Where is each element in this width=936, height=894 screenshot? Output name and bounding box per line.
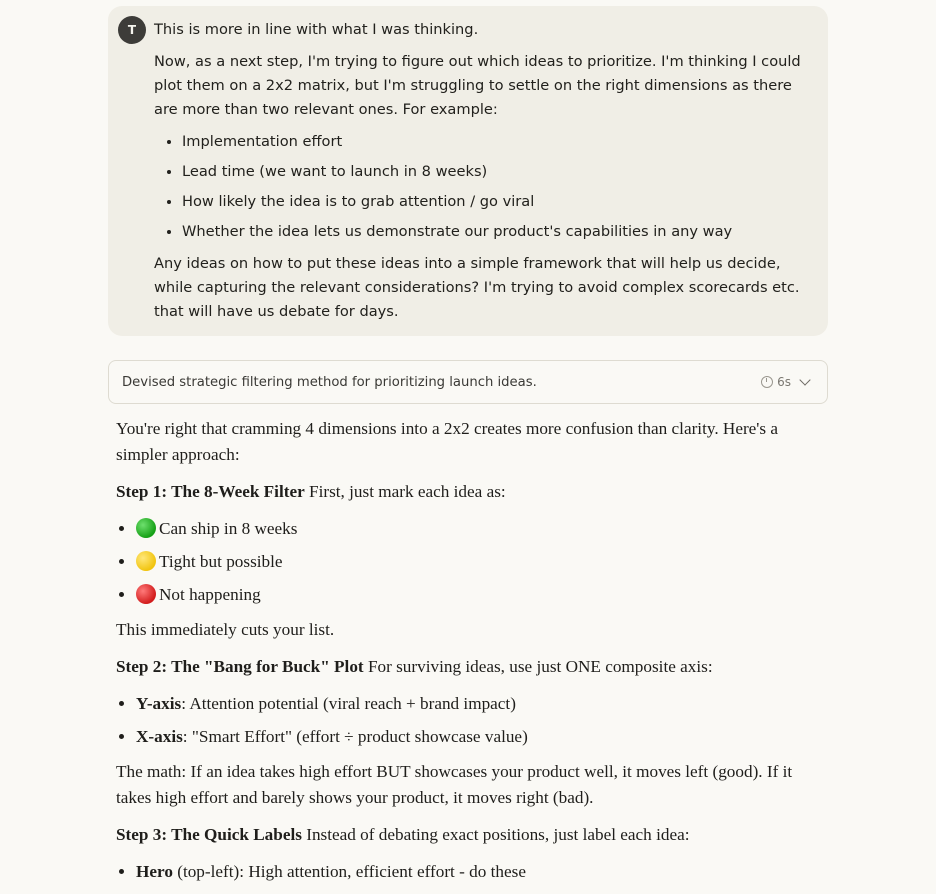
list-item: • Not happening: [136, 582, 816, 608]
thinking-summary: Devised strategic filtering method for prioritizing launch ideas.: [122, 374, 537, 390]
list-item: • X-axis: "Smart Effort" (effort ÷ product showcase value): [136, 724, 816, 750]
step1-paragraph: Step 1: The 8-Week Filter First, just mark each idea as:: [116, 482, 506, 501]
list-item: • Implementation effort: [182, 130, 814, 154]
user-message: [108, 6, 828, 336]
green-circle-icon: [136, 518, 156, 538]
user-list: [154, 130, 814, 244]
user-avatar[interactable]: T: [118, 16, 146, 44]
thinking-duration: 6s: [777, 375, 791, 389]
step2-paragraph: Step 2: The "Bang for Buck" Plot For surviving ideas, use just ONE composite axis:: [116, 657, 713, 676]
red-circle-icon: [136, 584, 156, 604]
list-item: • Whether the idea lets us demonstrate our product's capabilities in any way: [182, 220, 814, 244]
user-paragraph: Now, as a next step, I'm trying to figure out which ideas to prioritize. I'm thinking I could plot them on a 2x2 matrix, but I'm struggling to settle on the right dimensions as there are more than two relevant ones. For example:: [154, 53, 801, 118]
step1-list: [116, 516, 816, 608]
chevron-down-icon[interactable]: [799, 374, 810, 385]
thinking-meta: [761, 361, 813, 403]
step2-list: [116, 691, 816, 750]
assistant-response: [116, 416, 816, 894]
list-item: • Hero (top-left): High attention, efficient effort - do these: [136, 859, 816, 885]
step2-title: Step 2: The "Bang for Buck" Plot: [116, 657, 364, 676]
yellow-circle-icon: [136, 551, 156, 571]
step3-list: [116, 859, 816, 885]
user-closing: Any ideas on how to put these ideas into a simple framework that will help us decide, while capturing the relevant considerations? I'm trying to avoid complex scorecards etc. that will have us debate for days.: [154, 255, 800, 320]
list-item: • Lead time (we want to launch in 8 weeks): [182, 160, 814, 184]
list-item: • How likely the idea is to grab attention / go viral: [182, 190, 814, 214]
thinking-summary-toggle[interactable]: [108, 360, 828, 404]
step3-title: Step 3: The Quick Labels: [116, 825, 302, 844]
answer-intro: You're right that cramming 4 dimensions into a 2x2 creates more confusion than clarity. Here's a simpler approach:: [116, 419, 779, 464]
user-intro: This is more in line with what I was thinking.: [154, 21, 479, 38]
step1-after: This immediately cuts your list.: [116, 620, 335, 639]
step3-paragraph: Step 3: The Quick Labels Instead of debating exact positions, just label each idea:: [116, 825, 690, 844]
clock-icon: [761, 376, 773, 388]
step1-title: Step 1: The 8-Week Filter: [116, 482, 305, 501]
list-item: • Tight but possible: [136, 549, 816, 575]
list-item: • Y-axis: Attention potential (viral reach + brand impact): [136, 691, 816, 717]
list-item: • Can ship in 8 weeks: [136, 516, 816, 542]
math-paragraph: The math: If an idea takes high effort BUT showcases your product well, it moves left (good). If it takes high effort and barely shows your product, it moves right (bad).: [116, 762, 793, 807]
user-message-text: [154, 18, 814, 324]
